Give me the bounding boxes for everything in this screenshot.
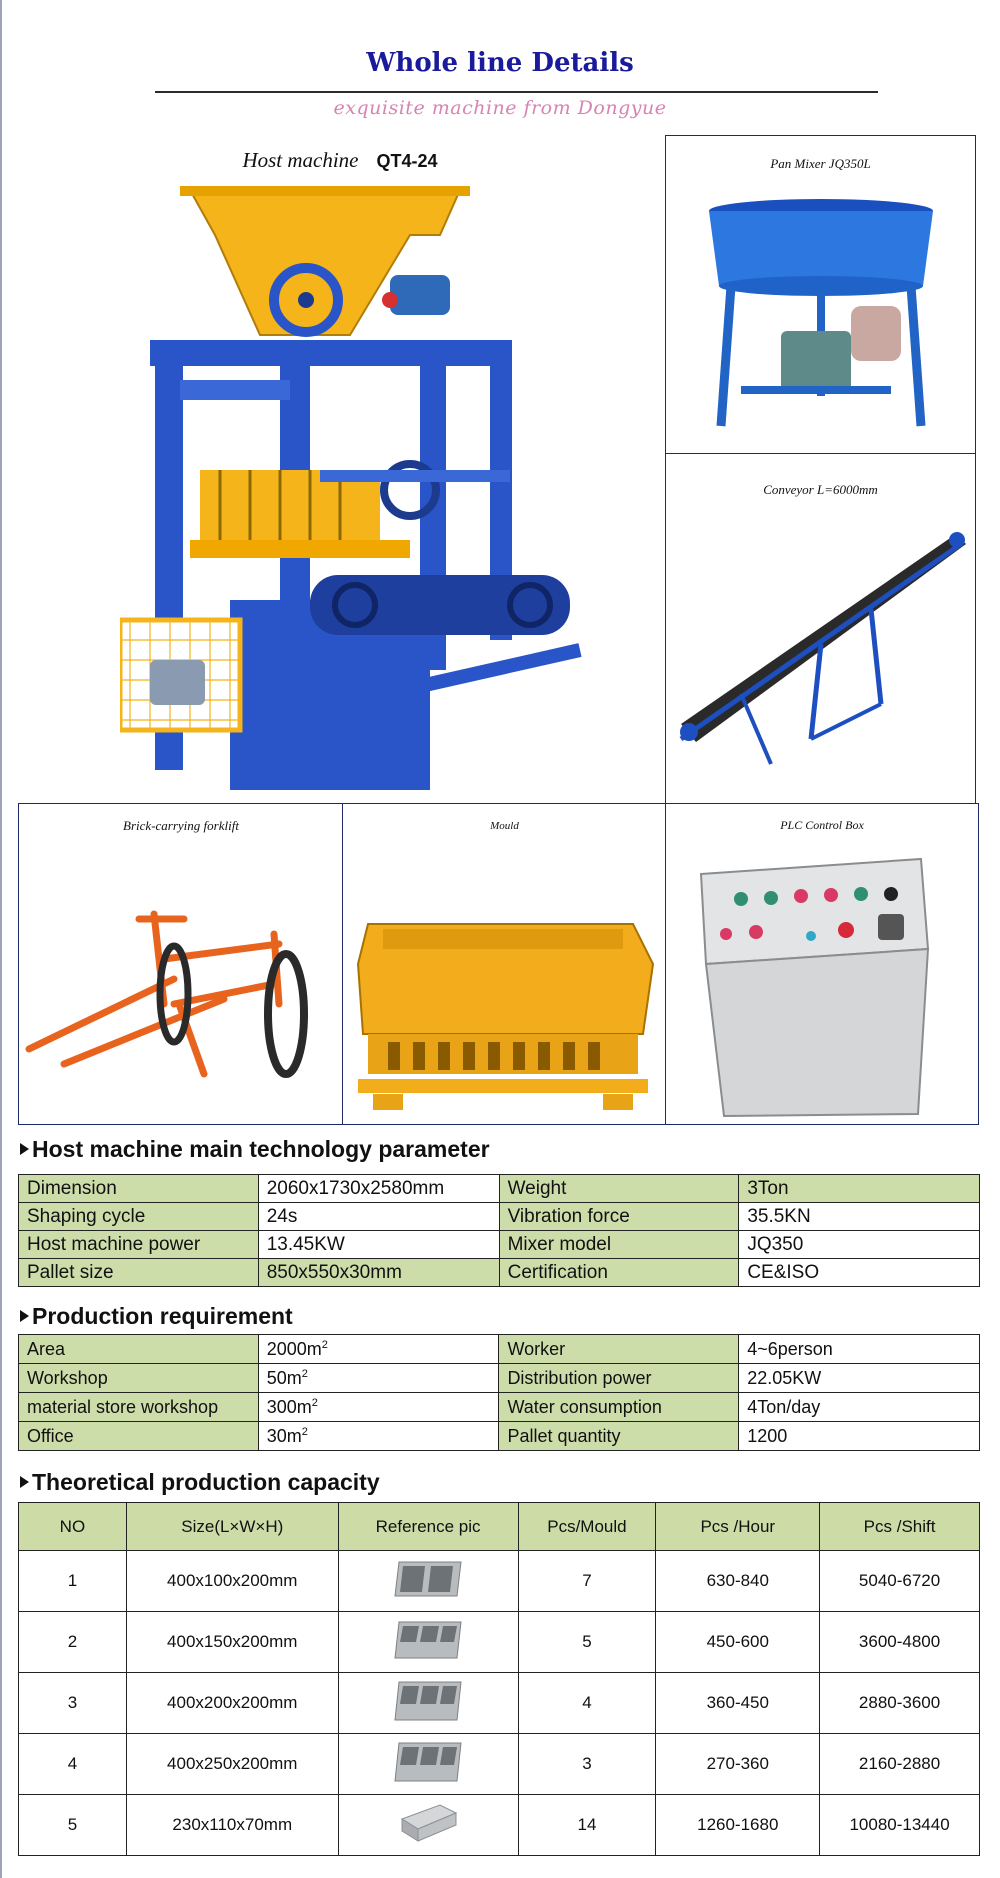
cell-pcs-shift: 2160-2880 bbox=[820, 1734, 980, 1795]
table-row bbox=[19, 1734, 980, 1795]
cell-reference-pic bbox=[338, 1673, 518, 1734]
table-row bbox=[19, 1795, 980, 1856]
cell-pcs-hour: 270-360 bbox=[656, 1734, 820, 1795]
req-label: Distribution power bbox=[499, 1364, 739, 1393]
cell-pcs-hour: 450-600 bbox=[656, 1612, 820, 1673]
pan-mixer-caption: Pan Mixer JQ350L bbox=[770, 156, 871, 171]
param-label: Vibration force bbox=[499, 1203, 739, 1231]
tech-parameter-heading-text: Host machine main technology parameter bbox=[32, 1136, 490, 1162]
cell-no: 3 bbox=[19, 1673, 127, 1734]
param-value: 3Ton bbox=[739, 1175, 980, 1203]
cell-size: 400x200x200mm bbox=[126, 1673, 338, 1734]
page-subtitle: exquisite machine from Dongyue bbox=[333, 97, 667, 119]
req-value: $30m^2$ bbox=[258, 1422, 499, 1451]
left-frame-line bbox=[0, 0, 2, 1878]
hollow-block-wide-icon bbox=[391, 1739, 465, 1785]
table-row bbox=[19, 1612, 980, 1673]
forklift-image bbox=[24, 904, 334, 1094]
cell-pcs-mould: 3 bbox=[518, 1734, 656, 1795]
param-label: Mixer model bbox=[499, 1231, 739, 1259]
param-label: Certification bbox=[499, 1259, 739, 1287]
req-label: Pallet quantity bbox=[499, 1422, 739, 1451]
req-value: 4Ton/day bbox=[739, 1393, 980, 1422]
table-row bbox=[19, 1203, 980, 1231]
param-value: 13.45KW bbox=[258, 1231, 499, 1259]
production-capacity-heading-text: Theoretical production capacity bbox=[32, 1469, 380, 1495]
table-row bbox=[19, 1422, 980, 1451]
plc-control-box-image bbox=[696, 854, 936, 1119]
cell-pcs-shift: 10080-13440 bbox=[820, 1795, 980, 1856]
cell-pcs-mould: 14 bbox=[518, 1795, 656, 1856]
param-value: JQ350 bbox=[739, 1231, 980, 1259]
plc-caption: PLC Control Box bbox=[780, 818, 864, 832]
conveyor-caption: Conveyor L=6000mm bbox=[763, 482, 878, 497]
host-machine-label: Host machine bbox=[242, 148, 359, 172]
page-title: Whole line Details bbox=[366, 48, 634, 78]
column-header: Pcs /Hour bbox=[656, 1503, 820, 1551]
req-value: 4~6person bbox=[739, 1335, 980, 1364]
mould-panel bbox=[342, 803, 667, 1125]
cell-pcs-hour: 630-840 bbox=[656, 1551, 820, 1612]
cell-pcs-mould: 5 bbox=[518, 1612, 656, 1673]
cell-size: 400x150x200mm bbox=[126, 1612, 338, 1673]
column-header: Pcs/Mould bbox=[518, 1503, 656, 1551]
param-value: 2060x1730x2580mm bbox=[258, 1175, 499, 1203]
cell-reference-pic bbox=[338, 1734, 518, 1795]
param-value: CE&ISO bbox=[739, 1259, 980, 1287]
req-value: 22.05KW bbox=[739, 1364, 980, 1393]
host-machine-model: QT4-24 bbox=[376, 151, 438, 171]
req-label: Worker bbox=[499, 1335, 739, 1364]
pan-mixer-image bbox=[701, 196, 941, 436]
table-header-row bbox=[19, 1503, 980, 1551]
param-label: Dimension bbox=[19, 1175, 259, 1203]
cell-reference-pic bbox=[338, 1612, 518, 1673]
host-machine-image bbox=[120, 180, 600, 800]
param-label: Host machine power bbox=[19, 1231, 259, 1259]
param-value: 24s bbox=[258, 1203, 499, 1231]
cell-reference-pic bbox=[338, 1795, 518, 1856]
req-label: Area bbox=[19, 1335, 259, 1364]
req-value: $300m^2$ bbox=[258, 1393, 499, 1422]
req-value: 1200 bbox=[739, 1422, 980, 1451]
column-header: NO bbox=[19, 1503, 127, 1551]
table-row bbox=[19, 1393, 980, 1422]
production-capacity-heading bbox=[20, 1469, 380, 1496]
param-label: Shaping cycle bbox=[19, 1203, 259, 1231]
cell-size: 230x110x70mm bbox=[126, 1795, 338, 1856]
bullet-triangle-icon bbox=[20, 1476, 29, 1488]
table-row bbox=[19, 1673, 980, 1734]
cell-no: 2 bbox=[19, 1612, 127, 1673]
cell-pcs-mould: 7 bbox=[518, 1551, 656, 1612]
table-row bbox=[19, 1175, 980, 1203]
hollow-block-2-icon bbox=[391, 1558, 465, 1600]
solid-brick-icon bbox=[396, 1801, 460, 1845]
production-requirement-heading-text: Production requirement bbox=[32, 1303, 293, 1329]
column-header: Reference pic bbox=[338, 1503, 518, 1551]
cell-no: 5 bbox=[19, 1795, 127, 1856]
table-row bbox=[19, 1231, 980, 1259]
param-label: Pallet size bbox=[19, 1259, 259, 1287]
cell-no: 1 bbox=[19, 1551, 127, 1612]
production-requirement-heading bbox=[20, 1303, 293, 1330]
production-capacity-table bbox=[18, 1502, 980, 1856]
production-requirement-table bbox=[18, 1334, 980, 1451]
req-label: Water consumption bbox=[499, 1393, 739, 1422]
tech-parameter-table bbox=[18, 1174, 980, 1287]
cell-pcs-hour: 360-450 bbox=[656, 1673, 820, 1734]
param-value: 35.5KN bbox=[739, 1203, 980, 1231]
table-row bbox=[19, 1551, 980, 1612]
req-label: material store workshop bbox=[19, 1393, 259, 1422]
column-header: Size(L×W×H) bbox=[126, 1503, 338, 1551]
bullet-triangle-icon bbox=[20, 1143, 29, 1155]
column-header: Pcs /Shift bbox=[820, 1503, 980, 1551]
table-row bbox=[19, 1335, 980, 1364]
req-value: $2000m^2$ bbox=[258, 1335, 499, 1364]
req-label: Workshop bbox=[19, 1364, 259, 1393]
hollow-block-3-tall-icon bbox=[391, 1678, 465, 1724]
cell-size: 400x100x200mm bbox=[126, 1551, 338, 1612]
forklift-panel bbox=[18, 803, 344, 1125]
plc-control-panel bbox=[665, 803, 979, 1125]
title-divider bbox=[155, 91, 878, 93]
table-row bbox=[19, 1364, 980, 1393]
cell-pcs-shift: 5040-6720 bbox=[820, 1551, 980, 1612]
cell-pcs-shift: 2880-3600 bbox=[820, 1673, 980, 1734]
forklift-caption: Brick-carrying forklift bbox=[123, 818, 239, 833]
cell-no: 4 bbox=[19, 1734, 127, 1795]
pan-mixer-panel bbox=[665, 135, 976, 455]
mould-image bbox=[353, 914, 658, 1114]
cell-pcs-hour: 1260-1680 bbox=[656, 1795, 820, 1856]
tech-parameter-heading bbox=[20, 1136, 490, 1163]
host-machine-caption bbox=[200, 148, 480, 173]
conveyor-image bbox=[671, 524, 971, 774]
cell-pcs-shift: 3600-4800 bbox=[820, 1612, 980, 1673]
cell-pcs-mould: 4 bbox=[518, 1673, 656, 1734]
req-value: $50m^2$ bbox=[258, 1364, 499, 1393]
conveyor-panel bbox=[665, 453, 976, 805]
hollow-block-3-icon bbox=[391, 1618, 465, 1662]
param-value: 850x550x30mm bbox=[258, 1259, 499, 1287]
req-label: Office bbox=[19, 1422, 259, 1451]
table-row bbox=[19, 1259, 980, 1287]
mould-caption: Mould bbox=[490, 820, 519, 832]
cell-size: 400x250x200mm bbox=[126, 1734, 338, 1795]
cell-reference-pic bbox=[338, 1551, 518, 1612]
bullet-triangle-icon bbox=[20, 1310, 29, 1322]
param-label: Weight bbox=[499, 1175, 739, 1203]
